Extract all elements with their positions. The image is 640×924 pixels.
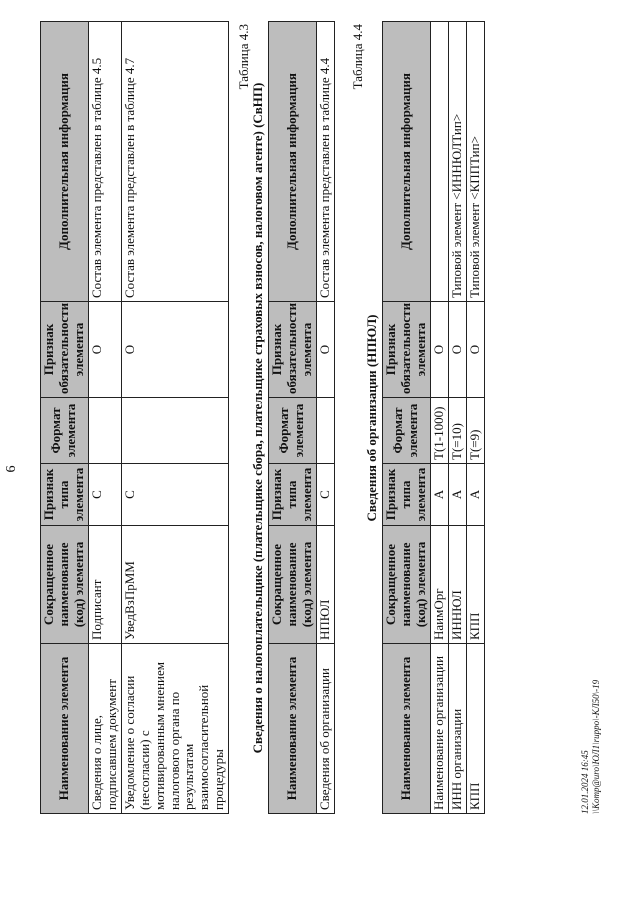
table-row xyxy=(430,22,448,814)
table-cell: О xyxy=(466,302,484,398)
col-header-name: Наименование элемента xyxy=(41,644,89,814)
table-cell: Уведомление о согласии (несогласии) с мотивированным мнением налогового органа по результатам взаимосогласительной процедуры xyxy=(121,644,229,814)
table-cell: T(1-1000) xyxy=(430,398,448,464)
table-cell xyxy=(430,22,448,302)
footer-path: \\Komp@uro\ЮЛ1\ruppo\-КЛ50\-19 xyxy=(590,679,601,814)
col-header-format: Формат элемента xyxy=(383,398,431,464)
footer-stamp xyxy=(580,514,602,814)
table-cell: Состав элемента представлен в таблице 4.5 xyxy=(88,22,121,302)
table-header-row xyxy=(269,22,317,814)
col-header-code: Сокращенное наименование (код) элемента xyxy=(383,526,431,644)
table-cell: T(=9) xyxy=(466,398,484,464)
table-cell: Наименование организации xyxy=(430,644,448,814)
table-cell: О xyxy=(88,302,121,398)
table-cell: О xyxy=(121,302,229,398)
table-row xyxy=(88,22,121,814)
col-header-info: Дополнительная информация xyxy=(269,22,317,302)
table-cell: С xyxy=(316,464,334,526)
col-header-code: Сокращенное наименование (код) элемента xyxy=(41,526,89,644)
table-cell: НаимОрг xyxy=(430,526,448,644)
table-cell: НПЮЛ xyxy=(316,526,334,644)
table-cell: О xyxy=(316,302,334,398)
col-header-code: Сокращенное наименование (код) элемента xyxy=(269,526,317,644)
table-cell: О xyxy=(430,302,448,398)
col-header-name: Наименование элемента xyxy=(269,644,317,814)
table-cell xyxy=(316,398,334,464)
table-label-4-3: Таблица 4.3 xyxy=(236,24,251,90)
col-header-required: Признак обязательности элемента xyxy=(41,302,89,398)
table-row xyxy=(448,22,466,814)
col-header-format: Формат элемента xyxy=(41,398,89,464)
table-header-row xyxy=(383,22,431,814)
table-cell: Типовой элемент <ИННЮЛТип> xyxy=(448,22,466,302)
table-cell: А xyxy=(466,464,484,526)
table-4-4 xyxy=(382,21,485,814)
table-row xyxy=(121,22,229,814)
table-cell: КПП xyxy=(466,526,484,644)
footer-date: 12.01.2024 16:45 xyxy=(580,750,590,814)
table-row xyxy=(316,22,334,814)
table-cell: ИНН организации xyxy=(448,644,466,814)
table-cell xyxy=(121,398,229,464)
table-header-row xyxy=(41,22,89,814)
table-cell: С xyxy=(88,464,121,526)
table-cell: А xyxy=(448,464,466,526)
table-cell: КПП xyxy=(466,644,484,814)
table-cell: УведВзПрММ xyxy=(121,526,229,644)
table-cell: С xyxy=(121,464,229,526)
page-number: 6 xyxy=(4,465,19,473)
table-cell: О xyxy=(448,302,466,398)
table-top xyxy=(40,21,229,814)
table-cell: Подписант xyxy=(88,526,121,644)
col-header-info: Дополнительная информация xyxy=(383,22,431,302)
table-label-4-4: Таблица 4.4 xyxy=(350,24,365,90)
col-header-type: Признак типа элемента xyxy=(383,464,431,526)
col-header-type: Признак типа элемента xyxy=(41,464,89,526)
table-title-4-3: Сведения о налогоплательщике (плательщике сбора, плательщике страховых взносов, налоговом агенте) (СвНП) xyxy=(250,82,265,754)
table-4-3 xyxy=(268,21,335,814)
col-header-info: Дополнительная информация xyxy=(41,22,89,302)
table-cell: Сведения об организации xyxy=(316,644,334,814)
col-header-required: Признак обязательности элемента xyxy=(269,302,317,398)
col-header-name: Наименование элемента xyxy=(383,644,431,814)
table-title-4-4: Сведения об организации (НПЮЛ) xyxy=(364,314,379,522)
table-row xyxy=(466,22,484,814)
col-header-format: Формат элемента xyxy=(269,398,317,464)
table-cell xyxy=(88,398,121,464)
table-cell: Состав элемента представлен в таблице 4.7 xyxy=(121,22,229,302)
table-cell: Состав элемента представлен в таблице 4.4 xyxy=(316,22,334,302)
col-header-required: Признак обязательности элемента xyxy=(383,302,431,398)
table-cell: ИННЮЛ xyxy=(448,526,466,644)
table-cell: Типовой элемент <КППТип> xyxy=(466,22,484,302)
table-cell: А xyxy=(430,464,448,526)
table-cell: Сведения о лице, подписавшем документ xyxy=(88,644,121,814)
col-header-type: Признак типа элемента xyxy=(269,464,317,526)
table-cell: T(=10) xyxy=(448,398,466,464)
